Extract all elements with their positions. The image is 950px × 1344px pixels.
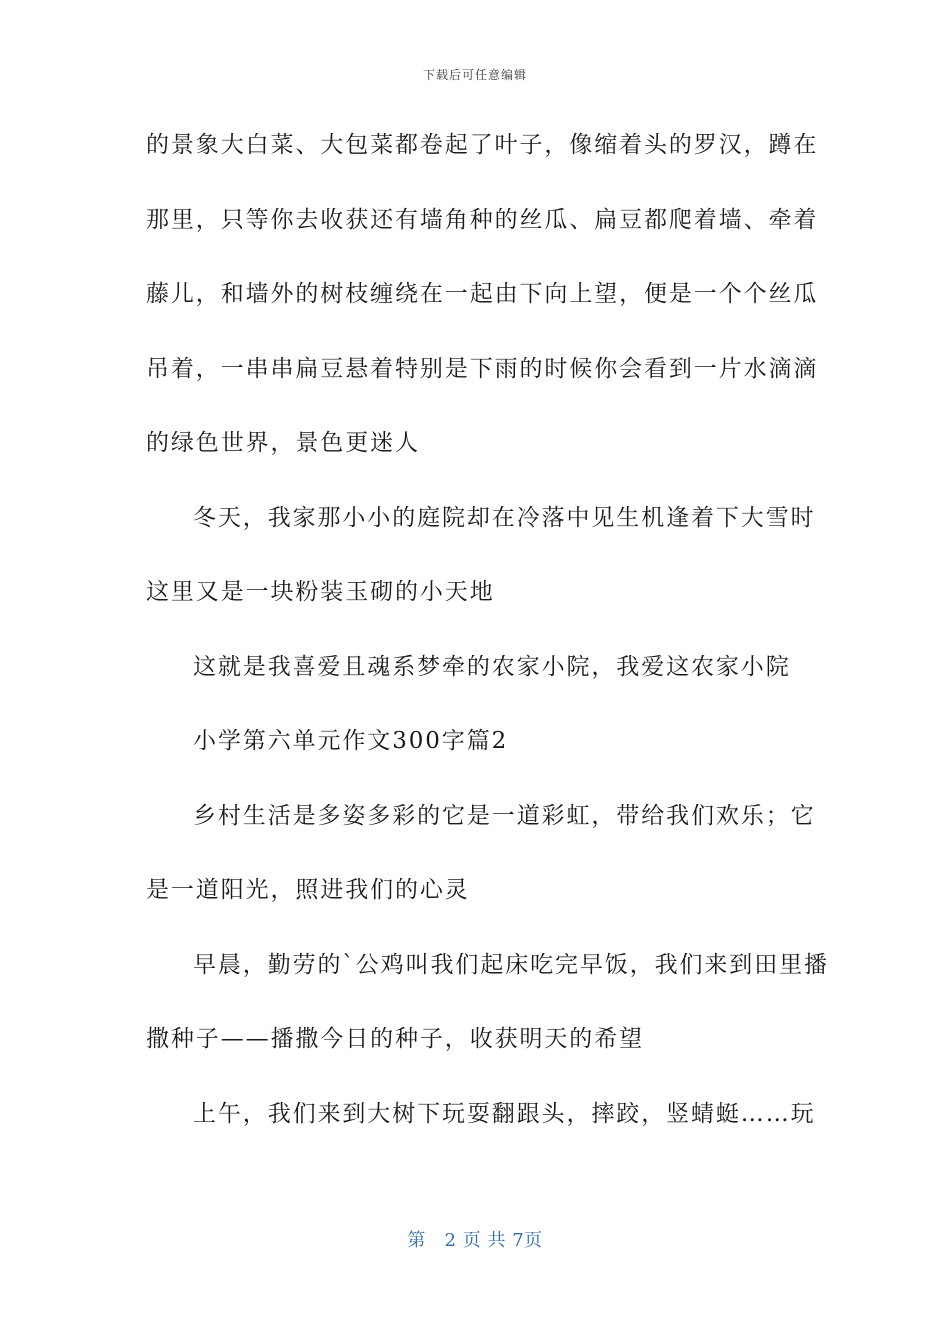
footer-prefix: 第 bbox=[407, 1230, 426, 1251]
total-pages-number: 7 bbox=[512, 1230, 525, 1251]
page-header: 下载后可任意编辑 bbox=[422, 68, 527, 82]
paragraph-line: 的景象大白菜、大包菜都卷起了叶子，像缩着头的罗汉，蹲在 bbox=[146, 132, 819, 158]
paragraph-line: 撒种子——播撒今日的种子，收获明天的希望 bbox=[146, 1026, 644, 1052]
paragraph-line: 藤儿，和墙外的树枝缠绕在一起由下向上望，便是一个个丝瓜 bbox=[146, 281, 819, 307]
paragraph-line: 乡村生活是多姿多彩的它是一道彩虹，带给我们欢乐；它 bbox=[193, 802, 816, 829]
paragraph-line: 这里又是一块粉装玉砌的小天地 bbox=[146, 579, 495, 605]
document-body bbox=[146, 122, 829, 1165]
paragraph-line: 是一道阳光，照进我们的心灵 bbox=[146, 877, 470, 903]
paragraph-line: 吊着，一串串扁豆悬着特别是下雨的时候你会看到一片水滴滴 bbox=[146, 355, 819, 382]
paragraph-line: 那里，只等你去收获还有墙角种的丝瓜、扁豆都爬着墙、牵着 bbox=[146, 206, 819, 233]
section-heading: 小学第六单元作文300字篇2 bbox=[193, 728, 509, 754]
paragraph-line: 的绿色世界，景色更迷人 bbox=[146, 430, 420, 456]
footer-mid: 页 共 bbox=[462, 1230, 506, 1251]
footer-suffix: 页 bbox=[524, 1230, 543, 1251]
paragraph-line: 早晨，勤劳的`公鸡叫我们起床吃完早饭，我们来到田里播 bbox=[193, 951, 829, 978]
paragraph-line: 这就是我喜爱且魂系梦牵的农家小院，我爱这农家小院 bbox=[193, 653, 791, 680]
current-page-number: 2 bbox=[444, 1230, 457, 1251]
paragraph-line: 冬天，我家那小小的庭院却在冷落中见生机逢着下大雪时 bbox=[193, 504, 816, 531]
paragraph-line: 上午，我们来到大树下玩耍翻跟头，摔跤，竖蜻蜓……玩 bbox=[193, 1100, 816, 1127]
page-number-footer bbox=[0, 1226, 950, 1252]
